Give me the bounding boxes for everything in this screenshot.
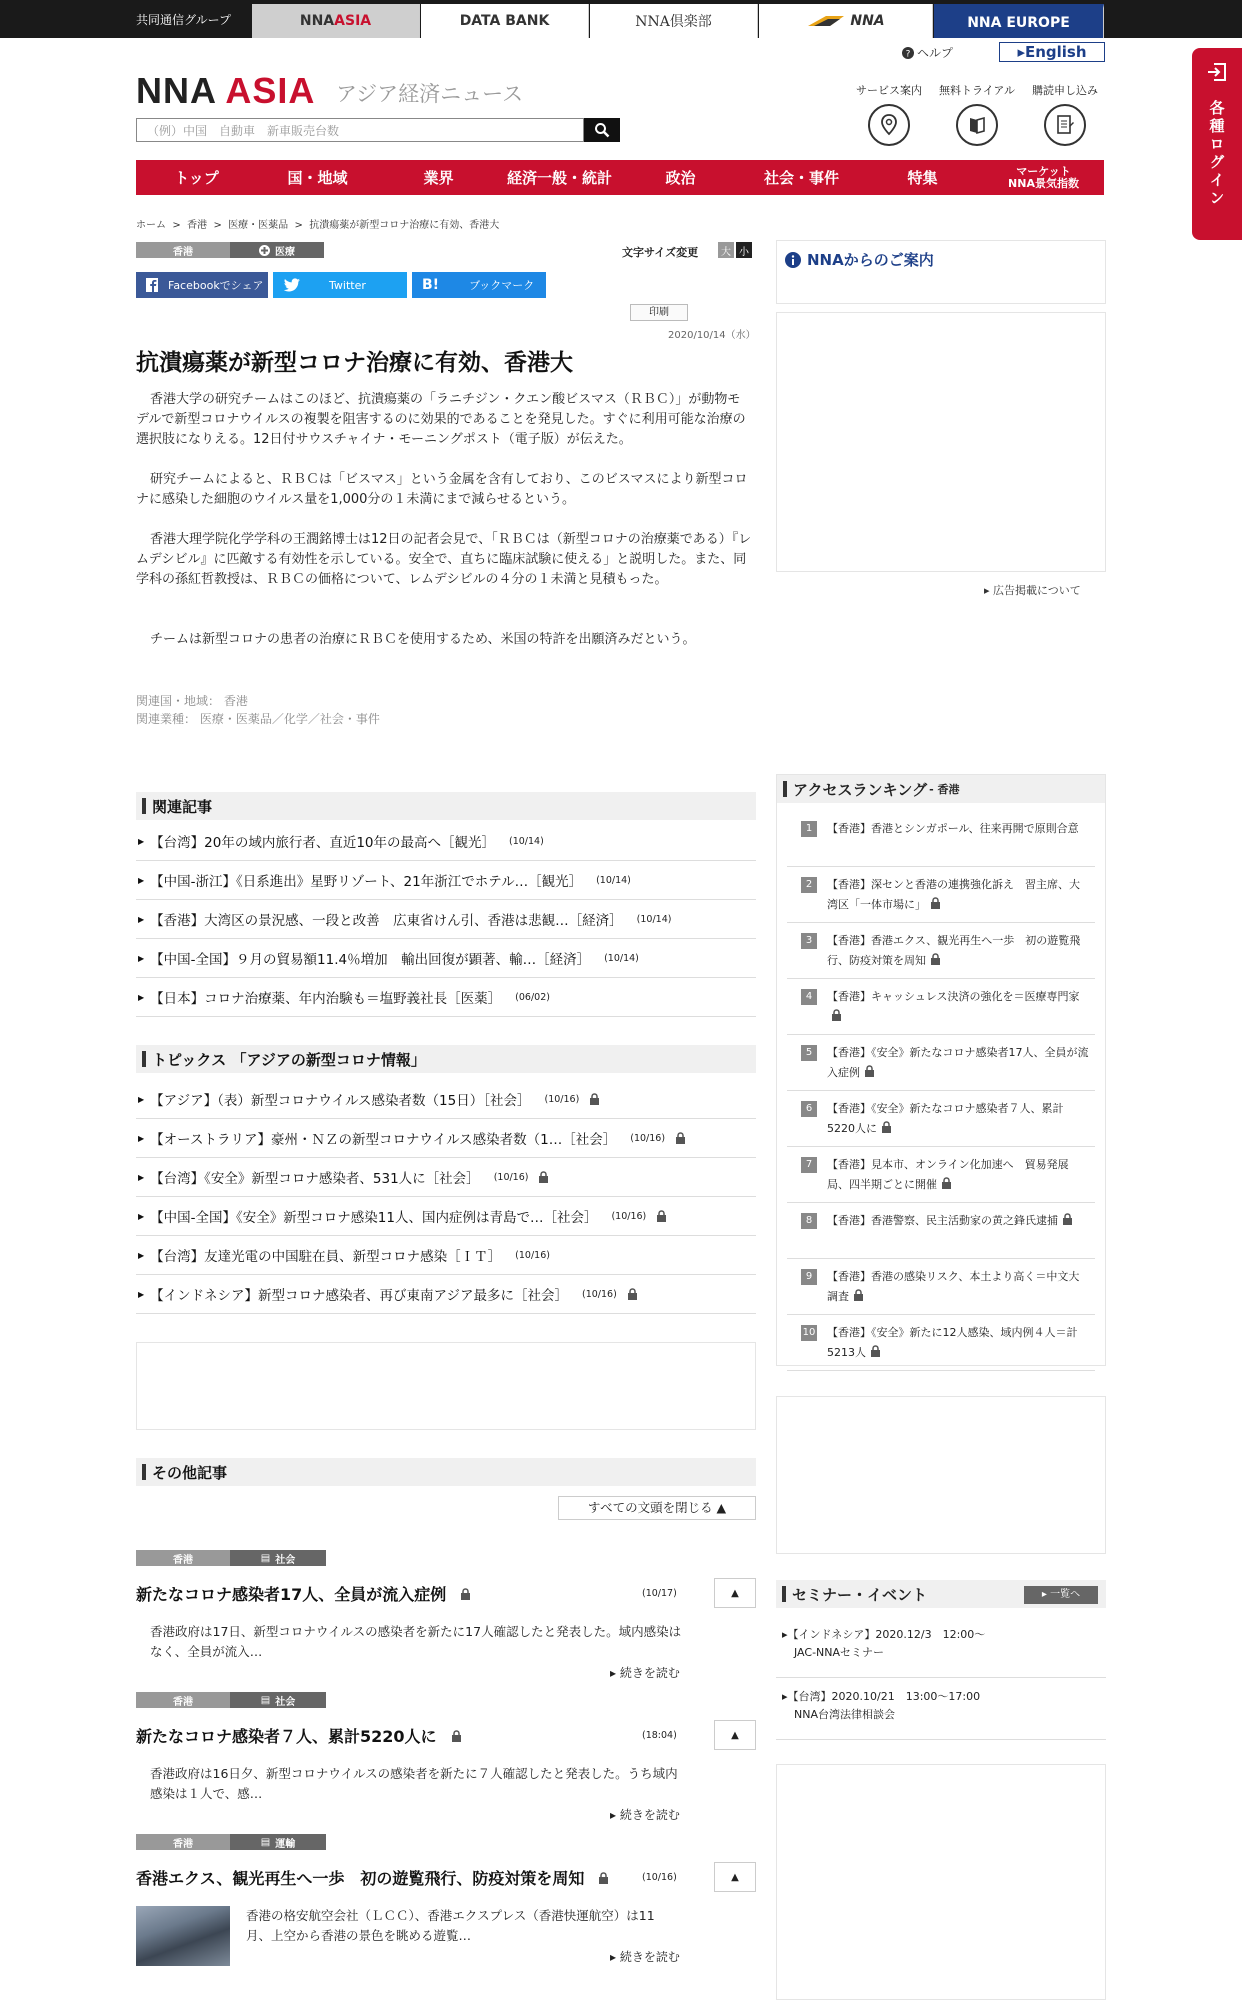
collapse-button[interactable]: [714, 1720, 756, 1750]
rank-number: 10: [801, 1325, 817, 1341]
search-input[interactable]: （例）中国 自動車 新車販売台数: [136, 118, 584, 142]
rank-number: 2: [801, 877, 817, 893]
industry-tag[interactable]: [230, 242, 324, 258]
other-article-title[interactable]: [136, 1582, 471, 1605]
other-article-title[interactable]: [136, 1724, 462, 1747]
tab-data-bank[interactable]: [421, 4, 589, 38]
ranking-item[interactable]: [787, 1147, 1095, 1203]
caret-up-icon: ▲: [731, 1729, 739, 1741]
twitter-label: Twitter: [329, 278, 366, 292]
info-icon: [785, 252, 801, 268]
logo-text-accent: ASIA: [225, 70, 316, 111]
seminar-line: JAC-NNAセミナー: [794, 1646, 885, 1659]
lock-icon: [627, 1288, 639, 1300]
tab-label: NNA: [299, 13, 335, 29]
rank-text-wrap: [827, 987, 1089, 1027]
article-paragraph: 香港大理学院化学学科の王潤銘博士は12日の記者会見で、「ＲＢＣは（新型コロナの治療薬である）『レムデシビル』に匹敵する有効性を示している。安全で、直ちに臨床試験に使える」と説明した。また、同学科の孫紅哲教授は、ＲＢＣの価格について、レムデシビルの４分の１未満と見積もった。: [136, 532, 752, 587]
category-tag[interactable]: [230, 1834, 326, 1850]
tab-label: DATA BANK: [459, 13, 550, 29]
crumb-current: 抗潰瘍薬が新型コロナ治療に有効、香港大: [309, 220, 500, 231]
ranking-title: アクセスランキング: [793, 780, 928, 799]
rank-text: 【香港】香港とシンガポール、往来再開で原則合意: [827, 822, 1079, 835]
rank-number: 5: [801, 1045, 817, 1061]
triangle-icon: ▶: [138, 1211, 145, 1221]
other-article-date: (10/16): [642, 1872, 677, 1883]
category-label: 社会: [275, 1696, 296, 1708]
triangle-icon: ▶: [138, 992, 145, 1002]
nav-industry[interactable]: 業界: [423, 168, 454, 187]
lock-icon: [656, 1210, 668, 1222]
rank-text: 【香港】香港エクス、観光再生へ一歩 初の遊覧飛行、防疫対策を周知: [827, 934, 1081, 967]
region-tag[interactable]: 香港: [136, 1834, 230, 1850]
rank-text: 【香港】香港の感染リスク、本土より高く＝中文大調査: [827, 1270, 1080, 1303]
other-article-date: (18:04): [642, 1730, 677, 1741]
nav-politics[interactable]: 政治: [665, 168, 696, 187]
lock-icon: [598, 1872, 609, 1884]
form-icon: [1055, 114, 1075, 136]
print-button[interactable]: 印刷: [630, 304, 688, 321]
lock-icon: [881, 1121, 892, 1133]
article-link-date: (10/14): [509, 835, 544, 847]
heading-label: トピックス 「アジアの新型コロナ情報」: [152, 1050, 426, 1069]
lock-icon: [930, 897, 941, 909]
article-link-text: 【オーストラリア】豪州・ＮＺの新型コロナウイルス感染者数（1…［社会］: [150, 1132, 617, 1148]
collapse-button[interactable]: [714, 1578, 756, 1608]
meta-label: 関連業種：: [136, 712, 197, 726]
article-link-text: 【台湾】《安全》新型コロナ感染者、531人に［社会］: [150, 1171, 480, 1187]
lock-icon: [589, 1093, 601, 1105]
breadcrumb: ホーム > 香港 > 医療・医薬品 > 抗潰瘍薬が新型コロナ治療に有効、香港大: [136, 220, 500, 231]
nav-region[interactable]: 国・地域: [287, 168, 348, 187]
other-article-title[interactable]: [136, 1866, 609, 1889]
nna-info-box: [776, 240, 1106, 304]
ranking-item[interactable]: [787, 1091, 1095, 1147]
lock-icon: [538, 1171, 550, 1183]
triangle-icon: ▶: [138, 1133, 145, 1143]
article-paragraph: チームは新型コロナの患者の治療にＲＢＣを使用するため、米国の特許を出願済みだという。: [150, 632, 696, 647]
main-nav: [136, 160, 1104, 195]
article-link-text: 【日本】コロナ治療薬、年内治験も＝塩野義社長［医薬］: [150, 991, 502, 1007]
help-label: ヘルプ: [917, 46, 954, 60]
related-heading: [136, 792, 756, 820]
article-link-text: 【台湾】20年の域内旅行者、直近10年の最高へ［観光］: [150, 835, 496, 851]
article-link-date: (10/14): [604, 952, 639, 964]
service-label: 無料トライアル: [939, 84, 1015, 97]
article-link-date: (10/16): [544, 1093, 580, 1105]
seminar-title: セミナー・イベント: [792, 1585, 928, 1604]
article-link-text: 【インドネシア】新型コロナ感染者、再び東南アジア最多に［社会］: [150, 1288, 568, 1304]
related-article-link[interactable]: [136, 861, 756, 900]
rank-text-wrap: [827, 1267, 1089, 1307]
wing-logo-icon: [806, 14, 846, 28]
twitter-share-button[interactable]: [273, 272, 407, 298]
category-label: 運輸: [275, 1838, 296, 1850]
font-size-label: 文字サイズ変更: [622, 246, 699, 259]
industry-tag-label: 医療: [275, 246, 295, 258]
article-link-text: 【アジア】（表）新型コロナウイルス感染者数（15日）［社会］: [150, 1093, 531, 1109]
read-more-link[interactable]: ▸ 続きを読む: [610, 1666, 680, 1680]
related-article-link[interactable]: [136, 822, 756, 861]
category-tag[interactable]: [230, 1692, 326, 1708]
ranking-item[interactable]: [787, 811, 1095, 867]
topic-article-link[interactable]: [136, 1236, 756, 1275]
search-icon: [594, 122, 610, 138]
tab-label-accent: ASIA: [334, 13, 372, 29]
ranking-item[interactable]: [787, 1315, 1095, 1371]
article-excerpt: 香港政府は16日夕、新型コロナウイルスの感染者を新たに７人確認したと発表した。うち域内感染は１人で、感…: [150, 1766, 678, 1801]
lock-icon: [930, 953, 941, 965]
meta-link[interactable]: 医療・医薬品／化学／社会・事件: [199, 712, 380, 726]
category-icon: ▤: [260, 1694, 271, 1706]
tab-nna-airline[interactable]: [759, 4, 933, 38]
others-heading: [136, 1458, 756, 1486]
meta-link[interactable]: 香港: [223, 694, 248, 708]
heading-label: 関連記事: [152, 797, 213, 816]
meta-label: 関連国・地域：: [136, 694, 221, 708]
article-paragraph: 香港大学の研究チームはこのほど、抗潰瘍薬の「ラニチジン・クエン酸ビスマス（ＲＢＣ）」が動物モデルで新型コロナウイルスの複製を阻害するのに効果的であることを発見した。すぐに利用可能な治療の選択肢になりえる。12日付サウスチャイナ・モーニングポスト（電子版）が伝えた。: [136, 392, 746, 447]
seminar-item[interactable]: [776, 1622, 1106, 1678]
topic-article-link[interactable]: [136, 1080, 756, 1119]
related-article-link[interactable]: [136, 939, 756, 978]
rank-number: 9: [801, 1269, 817, 1285]
sidebar-ad-slot: [776, 312, 1106, 572]
article-link-text: 【中国-浙江】《日系進出》星野リゾート、21年浙江でホテル…［観光］: [150, 874, 583, 890]
font-large-button[interactable]: 大: [718, 242, 734, 258]
article-link-date: (10/16): [581, 1288, 617, 1300]
triangle-icon: ▶: [138, 836, 145, 846]
lock-icon: [451, 1730, 462, 1742]
related-article-link[interactable]: [136, 978, 756, 1017]
article-paragraph: 研究チームによると、ＲＢＣは「ビスマス」という金属を含有しており、このビスマスにより新型コロナに感染した細胞のウイルス量を1,000分の１未満にまで減らせるという。: [136, 472, 748, 507]
read-more-link[interactable]: ▸ 続きを読む: [610, 1950, 680, 1964]
question-icon: [902, 47, 914, 59]
lock-icon: [864, 1065, 875, 1077]
tab-label: NNA倶楽部: [635, 14, 712, 30]
login-tab[interactable]: [1192, 48, 1242, 240]
ranking-item[interactable]: [787, 867, 1095, 923]
book-icon: [966, 114, 988, 136]
crumb-region[interactable]: 香港: [187, 220, 208, 231]
category-icon: ▤: [260, 1552, 271, 1564]
read-more-link[interactable]: ▸ 続きを読む: [610, 1808, 680, 1822]
caret-up-icon: ▲: [731, 1587, 739, 1599]
triangle-icon: ▶: [138, 953, 145, 963]
crumb-industry[interactable]: 医療・医薬品: [228, 220, 289, 231]
ad-info-link[interactable]: ▸ 広告掲載について: [984, 584, 1081, 597]
facebook-icon: [146, 278, 158, 292]
rank-text-wrap: [827, 1043, 1089, 1083]
topic-article-link[interactable]: [136, 1197, 756, 1236]
triangle-icon: ▶: [138, 1172, 145, 1182]
category-label: 社会: [275, 1554, 296, 1566]
medical-cross-icon: [259, 245, 270, 256]
ranking-subtitle: - 香港: [929, 783, 960, 796]
title-text: 新たなコロナ感染者17人、全員が流入症例: [136, 1585, 447, 1604]
article-link-text: 【台湾】友達光電の中国駐在員、新型コロナ感染［ＩＴ］: [150, 1249, 502, 1265]
service-label: サービス案内: [856, 84, 922, 97]
seminar-line: ▸【インドネシア】2020.12/3 12:00～: [782, 1628, 986, 1641]
topic-article-link[interactable]: [136, 1119, 756, 1158]
logo-text: NNA: [136, 70, 226, 111]
ranking-item[interactable]: [787, 1203, 1095, 1259]
tab-nna-asia[interactable]: [252, 4, 420, 38]
tab-label: NNA: [850, 13, 885, 29]
service-label: 購読申し込み: [1032, 84, 1098, 97]
nav-society[interactable]: 社会・事件: [763, 168, 839, 187]
rank-text-wrap: [827, 931, 1089, 971]
article-link-date: (10/14): [636, 913, 672, 925]
hatena-bookmark-icon: B!: [422, 277, 440, 293]
tab-nna-europe[interactable]: [934, 4, 1104, 38]
ranking-item[interactable]: [787, 1259, 1095, 1315]
info-title: NNAからのご案内: [807, 251, 934, 269]
site-tagline: アジア経済ニュース: [336, 82, 524, 106]
bookmark-label: ブックマーク: [469, 279, 535, 292]
category-tag[interactable]: [230, 1550, 326, 1566]
rank-text-wrap: [827, 1099, 1089, 1139]
ranking-item[interactable]: [787, 1035, 1095, 1091]
region-tag[interactable]: 香港: [136, 242, 230, 258]
rank-text-wrap: [827, 1155, 1089, 1195]
triangle-icon: ▶: [138, 1250, 145, 1260]
article-link-date: (10/14): [596, 874, 631, 886]
service-info-link[interactable]: [849, 82, 929, 146]
rank-text: 【香港】香港警察、民主活動家の黄之鋒氏逮捕: [827, 1214, 1058, 1227]
caret-up-icon: ▲: [731, 1871, 739, 1883]
related-industry: [136, 710, 380, 727]
rank-text: 【香港】《安全》新たなコロナ感染者17人、全員が流入症例: [827, 1046, 1089, 1079]
nav-economy[interactable]: 経済一般・統計: [506, 168, 612, 187]
facebook-label: Facebookでシェア: [168, 279, 264, 292]
rank-text: 【香港】《安全》新たなコロナ感染者７人、累計5220人に: [827, 1102, 1064, 1135]
nav-market[interactable]: マーケット NNA景気指数: [1008, 164, 1079, 190]
subscribe-link[interactable]: [1025, 82, 1105, 146]
seminar-line: ▸【台湾】2020.10/21 13:00～17:00: [782, 1690, 981, 1703]
article-title: 抗潰瘍薬が新型コロナ治療に有効、香港大: [136, 350, 573, 376]
twitter-bird-icon: [283, 278, 301, 292]
region-tag[interactable]: 香港: [136, 1550, 230, 1566]
ranking-item[interactable]: [787, 923, 1095, 979]
map-pin-icon: [879, 113, 899, 137]
article-date: 2020/10/14（水）: [668, 330, 756, 341]
english-button[interactable]: ▸English: [999, 42, 1105, 62]
title-text: 香港エクス、観光再生へ一歩 初の遊覧飛行、防疫対策を周知: [136, 1869, 585, 1888]
lock-icon: [853, 1289, 864, 1301]
rank-number: 1: [801, 821, 817, 837]
sidebar-ad-slot-2: [776, 1396, 1106, 1554]
rank-text: 【香港】《安全》新たに12人感染、域内例４人＝計5213人: [827, 1326, 1078, 1359]
help-link[interactable]: [902, 44, 953, 61]
top-bar: [0, 0, 1242, 38]
rank-number: 6: [801, 1101, 817, 1117]
tab-label: NNA EUROPE: [967, 15, 1070, 31]
ad-banner-slot: [136, 1342, 756, 1430]
related-region: [136, 692, 248, 709]
seminar-line: NNA台湾法律相談会: [794, 1708, 895, 1721]
rank-text: 【香港】キャッシュレス決済の強化を＝医療専門家: [827, 990, 1080, 1003]
font-small-button[interactable]: 小: [736, 242, 752, 258]
free-trial-link[interactable]: [937, 82, 1017, 146]
crumb-home[interactable]: ホーム: [136, 220, 166, 231]
category-icon: ▤: [260, 1836, 271, 1848]
topic-article-link[interactable]: [136, 1275, 756, 1314]
rank-text-wrap: [827, 875, 1089, 915]
article-link-date: (10/16): [630, 1132, 666, 1144]
title-text: 新たなコロナ感染者７人、累計5220人に: [136, 1727, 437, 1746]
english-label: English: [1024, 43, 1087, 61]
search-button[interactable]: [584, 118, 620, 142]
rank-text-wrap: [827, 1211, 1089, 1231]
heading-label: その他記事: [152, 1463, 228, 1482]
sidebar-ad-slot-3: [776, 1764, 1106, 2000]
lock-icon: [460, 1588, 471, 1600]
triangle-icon: ▶: [138, 1289, 145, 1299]
lock-icon: [675, 1132, 687, 1144]
facebook-share-button[interactable]: [136, 272, 268, 298]
nav-top[interactable]: トップ: [174, 168, 219, 187]
article-excerpt: 香港政府は17日、新型コロナウイルスの感染者を新たに17人確認したと発表した。域内感染はなく、全員が流入…: [150, 1624, 682, 1659]
rank-number: 3: [801, 933, 817, 949]
rank-text-wrap: [827, 1323, 1089, 1363]
site-logo[interactable]: [136, 70, 315, 112]
region-tag[interactable]: 香港: [136, 1692, 230, 1708]
login-label: 各種ログイン: [1207, 100, 1226, 208]
group-label: 共同通信グループ: [136, 13, 232, 27]
nav-features[interactable]: 特集: [907, 168, 938, 187]
rank-number: 8: [801, 1213, 817, 1229]
bookmark-button[interactable]: [412, 272, 546, 298]
seminar-all-button[interactable]: ▸ 一覧へ: [1024, 1586, 1098, 1604]
article-link-date: (10/16): [493, 1171, 529, 1183]
article-link-date: (06/02): [515, 991, 550, 1003]
triangle-icon: ▶: [138, 1094, 145, 1104]
article-link-date: (10/16): [611, 1210, 647, 1222]
article-link-text: 【中国-全国】《安全》新型コロナ感染11人、国内症例は青島で…［社会］: [150, 1210, 598, 1226]
ranking-item[interactable]: [787, 979, 1095, 1035]
article-link-date: (10/16): [515, 1249, 550, 1261]
rank-text: 【香港】見本市、オンライン化加速へ 貿易発展局、四半期ごとに開催: [827, 1158, 1069, 1191]
rank-text-wrap: [827, 819, 1089, 839]
article-link-text: 【香港】大湾区の景況感、一段と改善 広東省けん引、香港は悲観…［経済］: [150, 913, 623, 929]
topics-heading: [136, 1045, 756, 1073]
related-article-link[interactable]: [136, 900, 756, 939]
close-all-button[interactable]: すべての文頭を閉じる ▲: [558, 1496, 756, 1520]
article-thumbnail[interactable]: [136, 1906, 230, 1966]
lock-icon: [1062, 1213, 1073, 1225]
rank-number: 4: [801, 989, 817, 1005]
collapse-button[interactable]: [714, 1862, 756, 1892]
lock-icon: [831, 1009, 842, 1021]
lock-icon: [870, 1345, 881, 1357]
login-icon: [1206, 62, 1228, 82]
triangle-icon: ▶: [138, 914, 145, 924]
topic-article-link[interactable]: [136, 1158, 756, 1197]
other-article-date: (10/17): [642, 1588, 677, 1599]
article-link-text: 【中国-全国】９月の貿易額11.4％増加 輸出回復が顕著、輸…［経済］: [150, 952, 591, 968]
lock-icon: [941, 1177, 952, 1189]
seminar-item[interactable]: [776, 1684, 1106, 1740]
tab-nna-club[interactable]: [590, 4, 758, 38]
rank-text: 【香港】深センと香港の連携強化訴え 習主席、大湾区「一体市場に」: [827, 878, 1080, 911]
svg-text:?: ?: [905, 49, 911, 59]
rank-number: 7: [801, 1157, 817, 1173]
access-ranking: [776, 774, 1106, 1366]
article-excerpt: 香港の格安航空会社（ＬＣＣ）、香港エクスプレス（香港快運航空）は11月、上空から香港の景色を眺める遊覧…: [246, 1908, 655, 1943]
triangle-icon: ▶: [138, 875, 145, 885]
